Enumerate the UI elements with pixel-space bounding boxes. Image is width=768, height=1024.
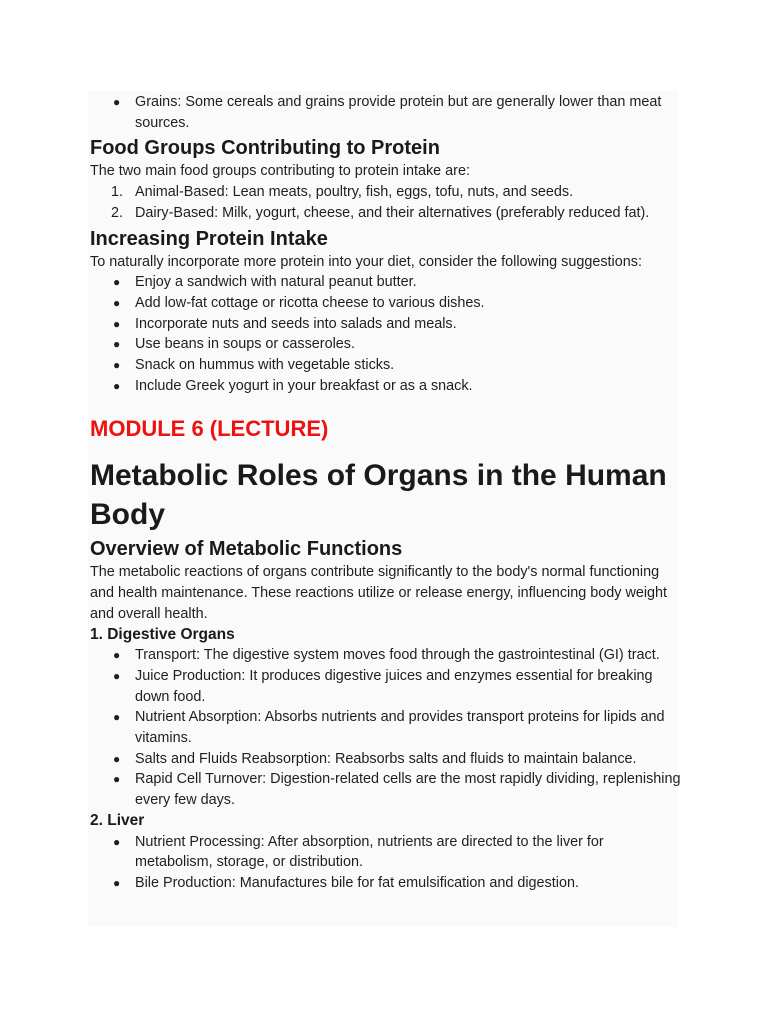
bullet-icon: ● xyxy=(113,710,121,725)
bullet-icon: ● xyxy=(113,337,121,352)
digestive-organs-heading: 1. Digestive Organs xyxy=(90,625,235,643)
list-number: 1. xyxy=(111,184,124,201)
bullet-icon: ● xyxy=(113,648,121,663)
food-groups-list xyxy=(90,182,682,223)
bullet-icon: ● xyxy=(113,875,121,890)
liver-heading: 2. Liver xyxy=(90,811,145,829)
bullet-icon: ● xyxy=(113,95,121,109)
document-content xyxy=(90,92,682,894)
food-groups-heading: Food Groups Contributing to Protein xyxy=(90,137,440,160)
increasing-protein-intro: To naturally incorporate more protein into your diet, consider the following suggestions: xyxy=(90,253,642,270)
bullet-icon: ● xyxy=(113,316,121,331)
bullet-icon: ● xyxy=(113,751,121,766)
list-item: ● Salts and Fluids Reabsorption: Reabsorbs salts and fluids to maintain balance. xyxy=(90,749,682,770)
suggestions-list xyxy=(90,272,682,396)
list-item: ● Nutrient Processing: After absorption, nutrients are directed to the liver for metabolism, storage, or distribution. xyxy=(113,833,604,871)
list-item: ● Bile Production: Manufactures bile for fat emulsification and digestion. xyxy=(90,873,682,894)
increasing-protein-heading: Increasing Protein Intake xyxy=(90,227,328,250)
liver-list xyxy=(90,832,682,894)
bullet-icon: ● xyxy=(113,358,121,373)
list-item: ● Transport: The digestive system moves food through the gastrointestinal (GI) tract. xyxy=(90,645,682,666)
list-item: ● Enjoy a sandwich with natural peanut butter. xyxy=(90,272,682,293)
intro-bullet-list xyxy=(90,92,682,133)
list-item: 1. Animal-Based: Lean meats, poultry, fish, eggs, tofu, nuts, and seeds. xyxy=(90,182,682,203)
bullet-icon: ● xyxy=(113,378,121,393)
overview-body: The metabolic reactions of organs contribute significantly to the body's normal functioning and health maintenance. These reactions utilize or release energy, influencing body weight and overall health. xyxy=(90,564,668,622)
food-groups-intro: The two main food groups contributing to protein intake are: xyxy=(90,163,470,180)
module-title: MODULE 6 (LECTURE) xyxy=(90,416,329,442)
list-item: ● Add low-fat cottage or ricotta cheese to various dishes. xyxy=(90,293,682,314)
list-item: ● Juice Production: It produces digestive juices and enzymes essential for breaking down food. xyxy=(113,667,653,705)
bullet-icon: ● xyxy=(113,772,121,787)
list-item: ● Include Greek yogurt in your breakfast or as a snack. xyxy=(90,376,682,397)
bullet-icon: ● xyxy=(113,834,121,849)
bullet-icon: ● xyxy=(113,295,121,310)
bullet-icon: ● xyxy=(113,668,121,683)
main-title: Metabolic Roles of Organs in the Human Body xyxy=(90,459,667,532)
digestive-organs-list xyxy=(90,645,682,811)
list-item: ● Rapid Cell Turnover: Digestion-related cells are the most rapidly dividing, replenishing every few days. xyxy=(113,771,681,809)
list-item: ● Use beans in soups or casseroles. xyxy=(90,334,682,355)
list-item: 2. Dairy-Based: Milk, yogurt, cheese, and their alternatives (preferably reduced fat). xyxy=(90,203,682,224)
list-item: ● Nutrient Absorption: Absorbs nutrients and provides transport proteins for lipids and vitamins. xyxy=(113,709,665,747)
list-item: ● Grains: Some cereals and grains provide protein but are generally lower than meat sources. xyxy=(113,94,662,131)
list-item: ● Incorporate nuts and seeds into salads and meals. xyxy=(90,314,682,335)
list-number: 2. xyxy=(111,204,124,221)
list-item: ● Snack on hummus with vegetable sticks. xyxy=(90,355,682,376)
bullet-icon: ● xyxy=(113,275,121,290)
overview-heading: Overview of Metabolic Functions xyxy=(90,538,403,561)
